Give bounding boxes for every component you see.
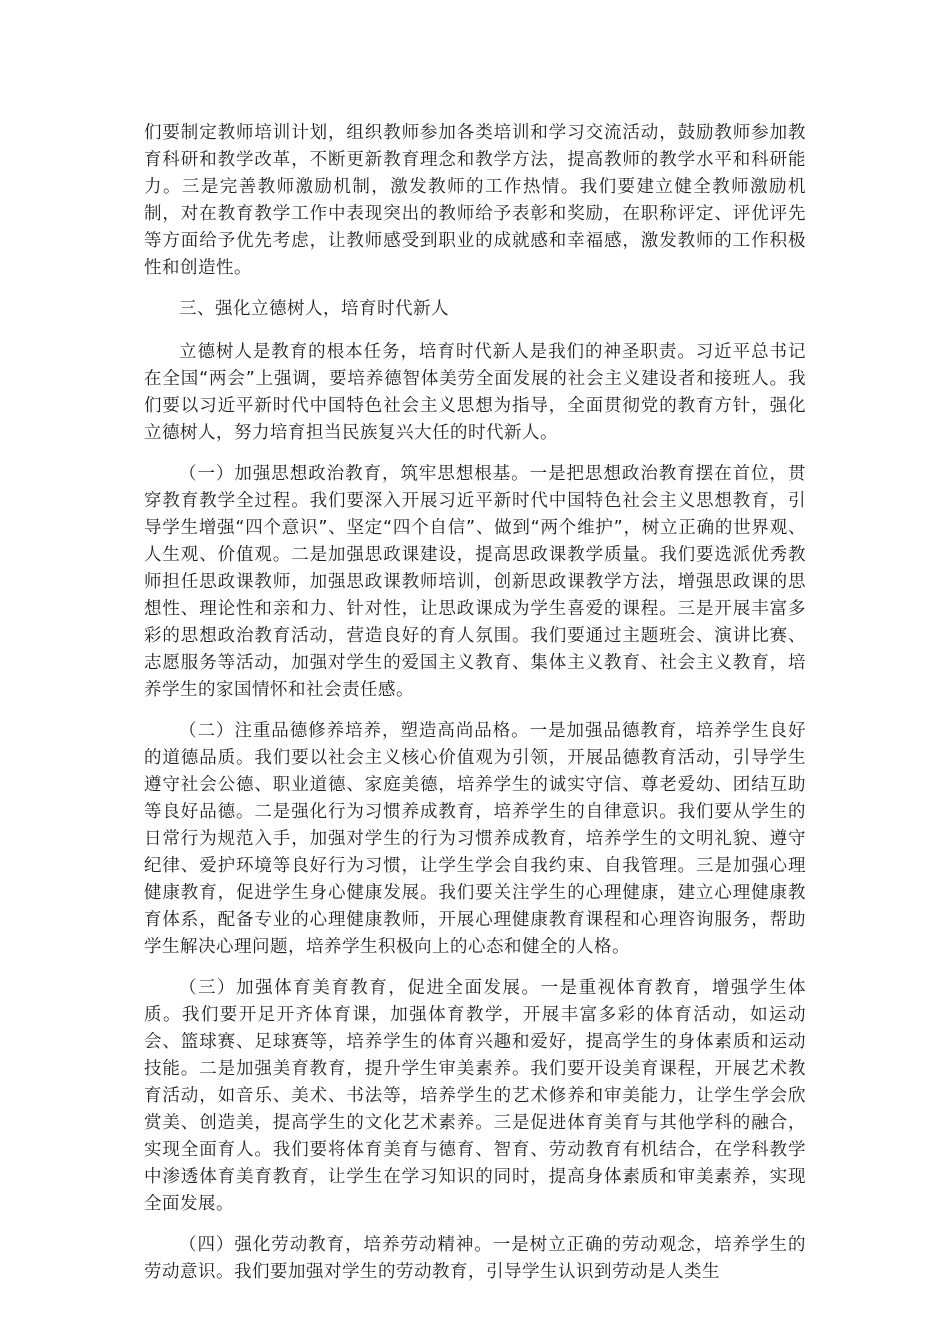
document-page xyxy=(144,120,806,1300)
paragraph-intro-lide-shuren: 立德树人是教育的根本任务，培育时代新人是我们的神圣职责。习近平总书记在全国“两会”上强调，要培养德智体美劳全面发展的社会主义建设者和接班人。我们要以习近平新时代中国特色社会主义思想为指导，全面贯彻党的教育方针，强化立德树人，努力培育担当民族复兴大任的时代新人。 xyxy=(144,342,806,443)
paragraph-moral-cultivation: （二）注重品德修养培养，塑造高尚品格。一是加强品德教育，培养学生良好的道德品质。我们要以社会主义核心价值观为引领，开展品德教育活动，引导学生遵守社会公德、职业道德、家庭美德，培养学生的诚实守信、尊老爱幼、团结互助等良好品德。二是强化行为习惯养成教育，培养学生的自律意识。我们要从学生的日常行为规范入手，加强对学生的行为习惯养成教育，培养学生的文明礼貌、遵守纪律、爱护环境等良好行为习惯，让学生学会自我约束、自我管理。三是加强心理健康教育，促进学生身心健康发展。我们要关注学生的心理健康，建立心理健康教育体系，配备专业的心理健康教师，开展心理健康教育课程和心理咨询服务，帮助学生解决心理问题，培养学生积极向上的心态和健全的人格。 xyxy=(144,721,806,957)
paragraph-sports-aesthetic: （三）加强体育美育教育，促进全面发展。一是重视体育教育，增强学生体质。我们要开足开齐体育课，加强体育教学，开展丰富多彩的体育活动，如运动会、篮球赛、足球赛等，培养学生的体育兴趣和爱好，提高学生的身体素质和运动技能。二是加强美育教育，提升学生审美素养。我们要开设美育课程，开展艺术教育活动，如音乐、美术、书法等，培养学生的艺术修养和审美能力，让学生学会欣赏美、创造美，提高学生的文化艺术素养。三是促进体育美育与其他学科的融合，实现全面育人。我们要将体育美育与德育、智育、劳动教育有机结合，在学科教学中渗透体育美育教育，让学生在学习知识的同时，提高身体素质和审美素养，实现全面发展。 xyxy=(144,978,806,1214)
paragraph-teacher-incentives: 们要制定教师培训计划，组织教师参加各类培训和学习交流活动，鼓励教师参加教育科研和教学改革，不断更新教育理念和教学方法，提高教师的教学水平和科研能力。三是完善教师激励机制，激发教师的工作热情。我们要建立健全教师激励机制，对在教育教学工作中表现突出的教师给予表彰和奖励，在职称评定、评优评先等方面给予优先考虑，让教师感受到职业的成就感和幸福感，激发教师的工作积极性和创造性。 xyxy=(144,123,806,278)
paragraph-labor-education: （四）强化劳动教育，培养劳动精神。一是树立正确的劳动观念，培养学生的劳动意识。我们要加强对学生的劳动教育，引导学生认识到劳动是人类生 xyxy=(144,1235,806,1282)
paragraph-ideological-education: （一）加强思想政治教育，筑牢思想根基。一是把思想政治教育摆在首位，贯穿教育教学全过程。我们要深入开展习近平新时代中国特色社会主义思想教育，引导学生增强“四个意识”、坚定“四个自信”、做到“两个维护”，树立正确的世界观、人生观、价值观。二是加强思政课建设，提高思政课教学质量。我们要选派优秀教师担任思政课教师，加强思政课教师培训，创新思政课教学方法，增强思政课的思想性、理论性和亲和力、针对性，让思政课成为学生喜爱的课程。三是开展丰富多彩的思想政治教育活动，营造良好的育人氛围。我们要通过主题班会、演讲比赛、志愿服务等活动，加强对学生的爱国主义教育、集体主义教育、社会主义教育，培养学生的家国情怀和社会责任感。 xyxy=(144,464,806,700)
section-heading-three: 三、强化立德树人，培育时代新人 xyxy=(179,299,449,319)
